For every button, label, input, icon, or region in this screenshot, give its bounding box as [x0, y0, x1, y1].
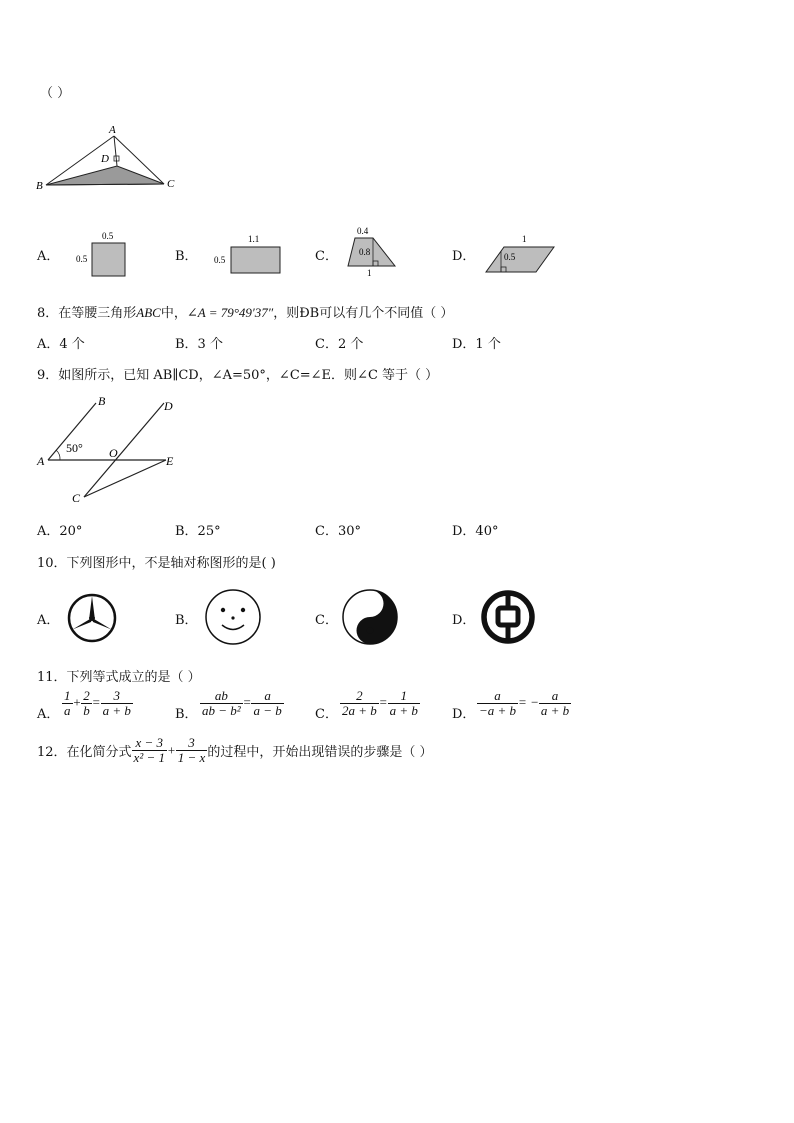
yin-yang-icon [340, 587, 400, 647]
svg-text:0.8: 0.8 [359, 247, 371, 257]
q11-option-d-letter: D． [452, 707, 476, 722]
q11-option-c-letter: C． [315, 707, 338, 722]
svg-text:0.5: 0.5 [76, 254, 88, 264]
q9-stem: 9．如图所示，已知 AB∥CD，∠A=50°，∠C=∠E．则∠C 等于（ ） [37, 368, 439, 383]
bank-of-china-logo-icon [478, 587, 538, 647]
label-d: D [101, 153, 109, 165]
svg-text:A: A [37, 454, 45, 468]
q12-stem: 12．在化简分式 $\frac{x - 3}{\text{x² − 1}}$ + $\frac{3}{1 - x}$ 的过程中，开始出现错误的步骤是（ ） [37, 735, 433, 765]
svg-text:0.4: 0.4 [357, 226, 369, 236]
svg-text:O: O [109, 446, 118, 460]
q11-option-b-letter: B． [175, 707, 198, 722]
answer-paren: （ ） [40, 86, 71, 101]
option-b-rectangle [210, 228, 290, 283]
svg-text:C: C [72, 491, 81, 505]
q11-option-a-letter: A． [37, 707, 60, 722]
option-c-trapezoid [345, 222, 405, 282]
q11-option-a-expr: $\frac{1}{a}$ + $\frac{2}{b}$ = $\frac{3}{a + b}$ [64, 688, 131, 718]
q10-option-b-letter: B． [175, 613, 198, 628]
svg-text:B: B [98, 394, 106, 408]
label-a: A [109, 124, 116, 136]
q8-stem: 8．在等腰三角形ABC中，∠A = 79°49′37″，则ÐB可以有几个不同值（ ） [37, 305, 454, 321]
q8-option-d: D．1 个 [452, 337, 501, 352]
q11-stem: 11．下列等式成立的是（ ） [37, 670, 201, 685]
svg-text:1.1: 1.1 [248, 234, 260, 244]
q10-option-a-letter: A． [37, 613, 60, 628]
triangle-abd-figure [30, 118, 190, 198]
svg-text:50°: 50° [66, 441, 83, 455]
smiley-face-icon [203, 587, 263, 647]
svg-text:1: 1 [522, 234, 527, 244]
svg-text:E: E [166, 454, 174, 468]
svg-text:0.5: 0.5 [102, 231, 114, 241]
option-d-parallelogram [484, 230, 564, 280]
label-b: B [36, 180, 43, 192]
q11-option-d-expr: $\frac{a}{-a + b}$ = − $\frac{a}{a + b}$ [479, 688, 570, 718]
label-c: C [167, 178, 175, 190]
parallel-lines-figure [34, 393, 194, 508]
q9-option-c: C．30° [315, 524, 361, 539]
q8-option-c: C．2 个 [315, 337, 364, 352]
q7-option-a-letter: A． [37, 249, 60, 264]
q10-option-c-letter: C． [315, 613, 338, 628]
svg-text:D: D [164, 399, 173, 413]
q7-option-c-letter: C． [315, 249, 338, 264]
svg-text:0.5: 0.5 [214, 255, 226, 265]
q9-option-d: D．40° [452, 524, 499, 539]
q7-option-d-letter: D． [452, 249, 476, 264]
q10-stem: 10．下列图形中，不是轴对称图形的是( ) [37, 556, 276, 571]
q11-option-b-expr: $\frac{ab}{\text{ab − b²}}$ = $\frac{a}{a - b}$ [202, 688, 282, 718]
q11-option-c-expr: $\frac{2}{2a + b}$ = $\frac{1}{a + b}$ [342, 688, 418, 718]
q8-option-a: A．4 个 [37, 337, 85, 352]
q8-option-b: B．3 个 [175, 337, 223, 352]
svg-text:1: 1 [367, 268, 372, 278]
mercedes-logo-icon [66, 592, 118, 644]
q9-option-a: A．20° [37, 524, 83, 539]
q7-option-b-letter: B． [175, 249, 198, 264]
svg-text:0.5: 0.5 [504, 252, 516, 262]
option-a-square [70, 228, 140, 283]
q9-option-b: B．25° [175, 524, 221, 539]
q10-option-d-letter: D． [452, 613, 476, 628]
